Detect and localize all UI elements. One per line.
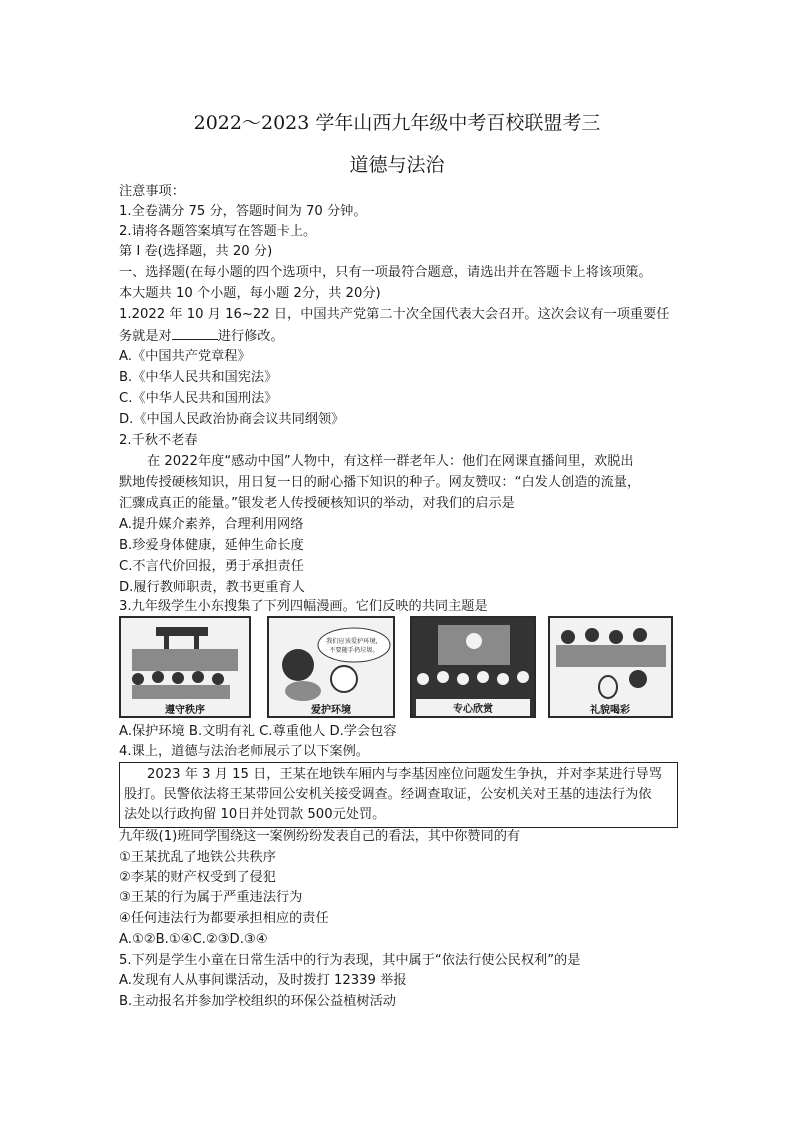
sign-post	[194, 636, 199, 650]
audience-head	[477, 671, 489, 683]
question-1-stem: 1.2022 年 10 月 16~22 日，中国共产党第二十次全国代表大会召开。这次会议有一项重要任	[119, 307, 670, 322]
question-3-stem: 3.九年级学生小东搜集了下列四幅漫画。它们反映的共同主题是	[119, 599, 488, 614]
fan-head	[609, 630, 623, 644]
vehicle	[132, 649, 238, 671]
option-a: A.《中国共产党章程》	[119, 349, 251, 364]
stands	[556, 645, 666, 667]
option-b: B.主动报名并参加学校组织的环保公益植树活动	[119, 994, 396, 1009]
question-3-options: A.保护环境 B.文明有礼 C.尊重他人 D.学会包容	[119, 724, 397, 739]
option-d: D.《中国人民政治协商会议共同纲领》	[119, 412, 345, 427]
subject-title: 道德与法治	[349, 154, 445, 176]
case-box	[119, 762, 678, 828]
case-text: 法处以行政拘留 10日并处罚款 500元处罚。	[124, 807, 386, 822]
comic-strip	[118, 615, 674, 719]
comic-label-cheer: 礼貌喝彩	[590, 705, 630, 716]
audience-head	[437, 671, 449, 683]
statement-4: ④任何违法行为都要承担相应的责任	[119, 911, 329, 926]
question-4-stem: 4.课上，道德与法治老师展示了以下案例。	[119, 744, 369, 759]
kid-head	[331, 666, 357, 692]
case-text: 股打。民警依法将王某带回公安机关接受调查。经调查取证，公安机关对王基的违法行为依	[124, 787, 652, 802]
bubble-text: 我们应该爱护环境，	[326, 638, 382, 645]
character-head	[282, 649, 314, 681]
comic-label-listen: 专心欣赏	[453, 704, 493, 715]
sign-post	[164, 636, 169, 650]
option-d: D.履行教师职责，教书更重育人	[119, 580, 305, 595]
fan-head	[633, 628, 647, 642]
question-2-stem: 2.千秋不老春	[119, 433, 198, 448]
statement-2: ②李某的财产权受到了侵犯	[119, 870, 276, 885]
comic-panel-cheer	[549, 617, 672, 717]
comic-label-environment: 爱护环境	[311, 705, 351, 716]
speech-bubble	[318, 628, 390, 662]
notice-heading: 注意事项：	[119, 184, 185, 199]
question-4-options: A.①②B.①④C.②③D.③④	[119, 932, 268, 947]
audience-head	[457, 673, 469, 685]
audience-head	[497, 673, 509, 685]
comic-panel-concert	[411, 617, 535, 717]
option-a: A.发现有人从事间谍活动，及时拨打 12339 举报	[119, 973, 407, 988]
option-a: A.提升媒介素养，合理利用网络	[119, 517, 304, 532]
option-c: C.《中华人民共和国刑法》	[119, 391, 278, 406]
audience-head	[517, 671, 529, 683]
person-head	[132, 673, 144, 685]
section-instruction: 一、选择题(在每小题的四个选项中，只有一项最符合题意，请选出并在答题卡上将该项策。	[119, 265, 652, 280]
person-head	[212, 673, 224, 685]
question-4-followup: 九年级(1)班同学围绕这一案例纷纷发表自己的看法，其中你赞同的有	[119, 829, 521, 844]
part-heading: 第 I 卷(选择题，共 20 分)	[119, 244, 273, 259]
question-2-paragraph: 默地传授硬核知识，用日复一日的耐心播下知识的种子。网友赞叹：“白发人创造的流量，	[119, 475, 641, 490]
option-b: B.珍爱身体健康，延伸生命长度	[119, 538, 304, 553]
bubble-text: 不要随手扔垃圾。	[329, 647, 379, 654]
section-instruction: 本大题共 10 个小题，每小题 2分，共 20分)	[119, 286, 381, 301]
person-head	[152, 671, 164, 683]
question-2-paragraph: 在 2022年度“感动中国”人物中，有这样一群老年人：他们在网课直播间里，欢脱出	[147, 454, 634, 469]
person-head	[172, 672, 184, 684]
statement-1: ①王某扰乱了地铁公共秩序	[119, 850, 276, 865]
answer-blank	[172, 327, 218, 340]
question-1-stem-cont	[119, 327, 284, 345]
option-c: C.不言代价回报，勇于承担责任	[119, 559, 304, 574]
stem-text: 进行修改。	[217, 329, 284, 344]
fan-head	[561, 630, 575, 644]
option-b: B.《中华人民共和国宪法》	[119, 370, 278, 385]
comic-label-order: 遵守秩序	[165, 705, 205, 716]
character-body	[285, 681, 321, 701]
notice-item: 2.请将各题答案填写在答题卡上。	[119, 224, 317, 239]
question-2-paragraph: 汇骤成真正的能量。”银发老人传授硬核知识的举动，对我们的启示是	[119, 496, 515, 511]
case-text: 2023 年 3 月 15 日，王某在地铁车厢内与李基因座位问题发生争执，并对李某进行导骂	[147, 767, 662, 782]
question-5-stem: 5.下列是学生小童在日常生活中的行为表现，其中属于“依法行使公民权利”的是	[119, 953, 581, 968]
person-head	[192, 671, 204, 683]
stem-text: 务就是对	[119, 329, 172, 344]
comic-panel-queue	[120, 617, 250, 717]
queue-bodies	[132, 685, 230, 699]
audience-head	[417, 673, 429, 685]
bus-sign	[156, 627, 208, 636]
fan-head	[585, 628, 599, 642]
statement-3: ③王某的行为属于严重违法行为	[119, 890, 303, 905]
exam-title: 2022～2023 学年山西九年级中考百校联盟考三	[193, 112, 601, 134]
comic-panel-environment	[268, 617, 394, 717]
notice-item: 1.全卷满分 75 分，答题时间为 70 分钟。	[119, 204, 367, 219]
player-head	[629, 670, 647, 688]
performer-head	[466, 633, 482, 649]
